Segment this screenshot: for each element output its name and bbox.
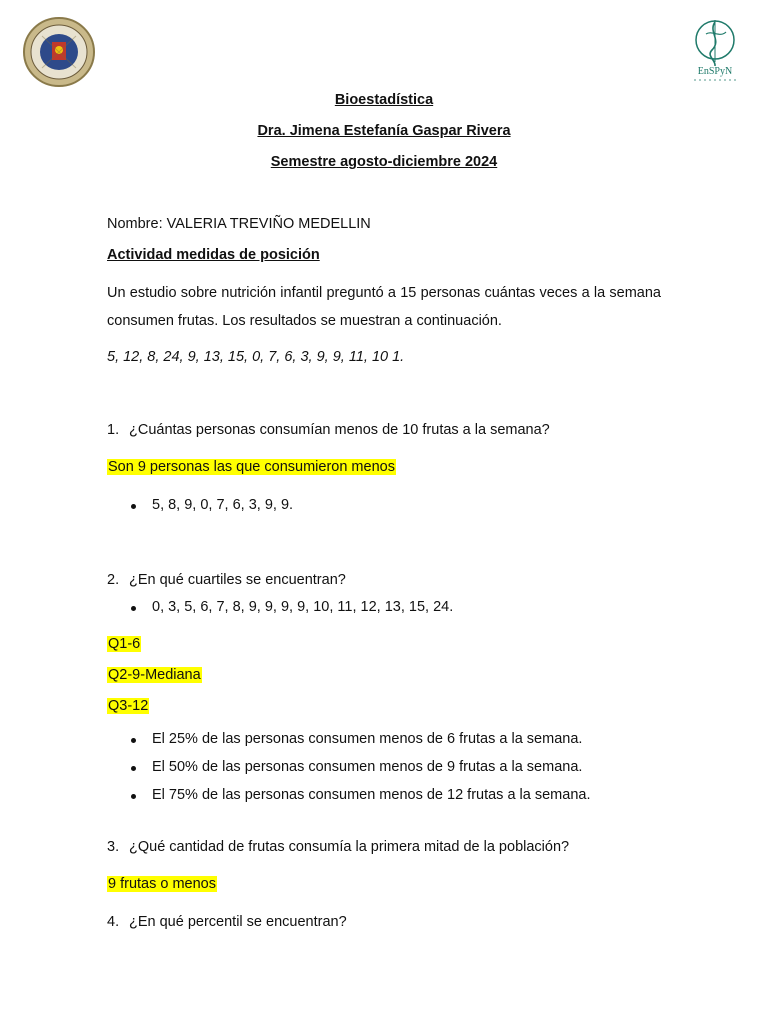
answer-highlight: Q3-12 bbox=[108, 698, 149, 714]
data-series: 5, 12, 8, 24, 9, 13, 15, 0, 7, 6, 3, 9, 9, 11, 10 1. bbox=[107, 349, 405, 365]
question-2-number: 2. bbox=[107, 572, 120, 588]
question-2-text: ¿En qué cuartiles se encuentran? bbox=[129, 572, 346, 588]
course-title: Bioestadística bbox=[334, 92, 434, 108]
bullet-icon bbox=[131, 794, 136, 799]
question-4-number: 4. bbox=[107, 914, 120, 930]
bullet-icon bbox=[131, 738, 136, 743]
question-1-answer bbox=[107, 459, 396, 475]
bullet-icon bbox=[131, 606, 136, 611]
semester-label: Semestre agosto-diciembre 2024 bbox=[270, 154, 498, 170]
question-4-text: ¿En qué percentil se encuentran? bbox=[129, 914, 347, 930]
question-1-text: ¿Cuántas personas consumían menos de 10 frutas a la semana? bbox=[129, 422, 550, 438]
quartile-2 bbox=[107, 667, 202, 683]
question-3-answer bbox=[107, 876, 217, 892]
enspyn-logo bbox=[686, 16, 744, 88]
question-3-number: 3. bbox=[107, 839, 120, 855]
quartile-note-3: El 75% de las personas consumen menos de 12 frutas a la semana. bbox=[152, 787, 591, 803]
university-seal-logo bbox=[22, 16, 96, 88]
enspyn-logo-text: EnSPyN bbox=[697, 66, 733, 77]
answer-highlight: 9 frutas o menos bbox=[108, 876, 216, 892]
teacher-name: Dra. Jimena Estefanía Gaspar Rivera bbox=[257, 123, 511, 139]
answer-highlight: Son 9 personas las que consumieron menos bbox=[108, 459, 395, 475]
quartile-note-1: El 25% de las personas consumen menos de 6 frutas a la semana. bbox=[152, 731, 583, 747]
student-name: Nombre: VALERIA TREVIÑO MEDELLIN bbox=[107, 216, 371, 232]
quartile-note-2: El 50% de las personas consumen menos de 9 frutas a la semana. bbox=[152, 759, 583, 775]
activity-title: Actividad medidas de posición bbox=[107, 247, 320, 263]
question-1-number: 1. bbox=[107, 422, 120, 438]
answer-highlight: Q1-6 bbox=[108, 636, 141, 652]
intro-paragraph: Un estudio sobre nutrición infantil preguntó a 15 personas cuántas veces a la semana consumen frutas. Los resultados se muestran a continuación. bbox=[107, 285, 661, 329]
quartile-1 bbox=[107, 636, 141, 652]
question-2-sorted-list: 0, 3, 5, 6, 7, 8, 9, 9, 9, 9, 10, 11, 12, 13, 15, 24. bbox=[152, 599, 454, 615]
bullet-icon bbox=[131, 504, 136, 509]
answer-highlight: Q2-9-Mediana bbox=[108, 667, 201, 683]
bullet-icon bbox=[131, 766, 136, 771]
question-1-list: 5, 8, 9, 0, 7, 6, 3, 9, 9. bbox=[152, 497, 294, 513]
quartile-3 bbox=[107, 698, 149, 714]
question-3-text: ¿Qué cantidad de frutas consumía la primera mitad de la población? bbox=[129, 839, 570, 855]
